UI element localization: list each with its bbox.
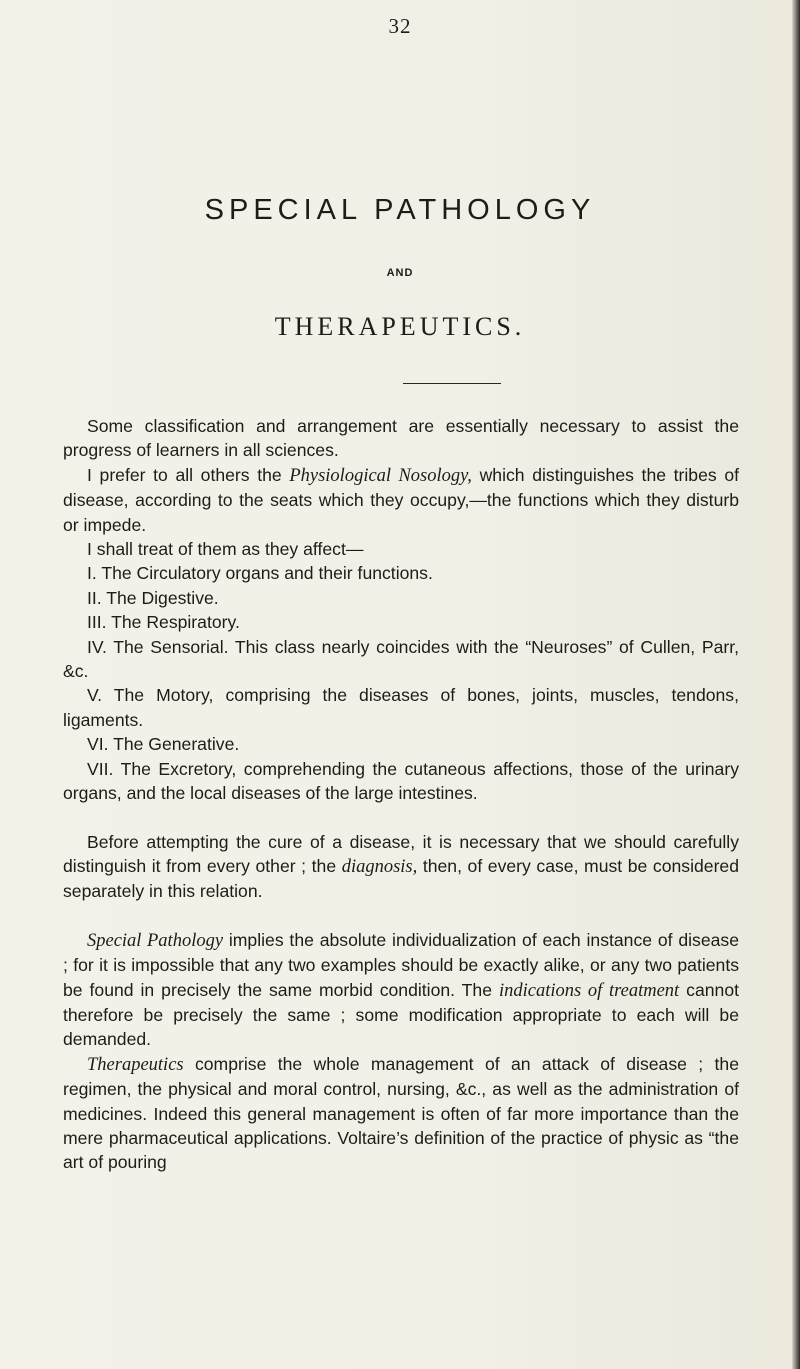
paragraph-6-text: comprise the whole management of an attack of disease ; the regimen, the physical and moral control, nursing, &c., as well as the administration of medicines. Indeed this general management is often of far more importance than the mere pharmaceutical applications. Voltaire’s definition of the practice of physic as “the art of pouring xyxy=(63,1053,739,1173)
paragraph-5-text-end: cannot therefore be precisely the same ; some modification appropriate to each will be demanded. xyxy=(63,979,739,1050)
page-number: 32 xyxy=(388,14,412,38)
paragraph-5 xyxy=(63,928,739,1052)
paragraph-2-text-end: which distinguishes the tribes of disease, according to the seats which they occupy,—the functions which they disturb or impede. xyxy=(63,464,739,535)
paragraph-5-text: implies the absolute individualization of each instance of disease ; for it is impossible that any two examples should be exactly alike, or any two patients be found in precisely the same morbid condition. The xyxy=(63,929,739,1000)
paragraph-5-emphasis-2: indications of treatment xyxy=(498,980,680,1001)
chapter-title: SPECIAL PATHOLOGY xyxy=(204,194,596,226)
list-item: V. The Motory, comprising the diseases of bones, joints, muscles, tendons, ligaments. xyxy=(63,685,739,730)
chapter-subtitle: THERAPEUTICS. xyxy=(274,312,526,341)
chapter-title-connector: AND xyxy=(386,267,414,279)
paragraph-4-text: Before attempting the cure of a disease, it is necessary that we should carefully distinguish it from every other ; the xyxy=(63,831,739,876)
paragraph-6-emphasis: Therapeutics xyxy=(87,1054,184,1075)
paragraph-6 xyxy=(63,1052,739,1175)
paragraph-4 xyxy=(63,830,739,904)
paragraph-2-emphasis: Physiological Nosology, xyxy=(289,465,472,486)
list-item: III. The Respiratory. xyxy=(87,612,240,633)
list-item: VI. The Generative. xyxy=(87,734,240,755)
list-item: IV. The Sensorial. This class nearly coincides with the “Neuroses” of Cullen, Parr, &c. xyxy=(63,636,739,682)
paragraph-5-emphasis: Special Pathology xyxy=(87,930,224,951)
list-item: VII. The Excretory, comprehending the cutaneous affections, those of the urinary organs, and the local diseases of the large intestines. xyxy=(63,758,739,804)
list-item: II. The Digestive. xyxy=(87,587,219,608)
paragraph-3: I shall treat of them as they affect— xyxy=(87,539,364,560)
paragraph-2 xyxy=(63,463,739,537)
paragraph-4-emphasis: diagnosis, xyxy=(341,856,418,877)
paragraph-2-text: I prefer to all others the xyxy=(87,464,290,485)
body-text xyxy=(63,414,739,1175)
paragraph-1: Some classification and arrangement are essentially necessary to assist the progress of learners in all sciences. xyxy=(63,416,739,461)
paragraph-4-text-end: then, of every case, must be considered separately in this relation. xyxy=(63,855,739,902)
list-item: I. The Circulatory organs and their functions. xyxy=(87,563,433,584)
title-divider xyxy=(403,383,501,384)
